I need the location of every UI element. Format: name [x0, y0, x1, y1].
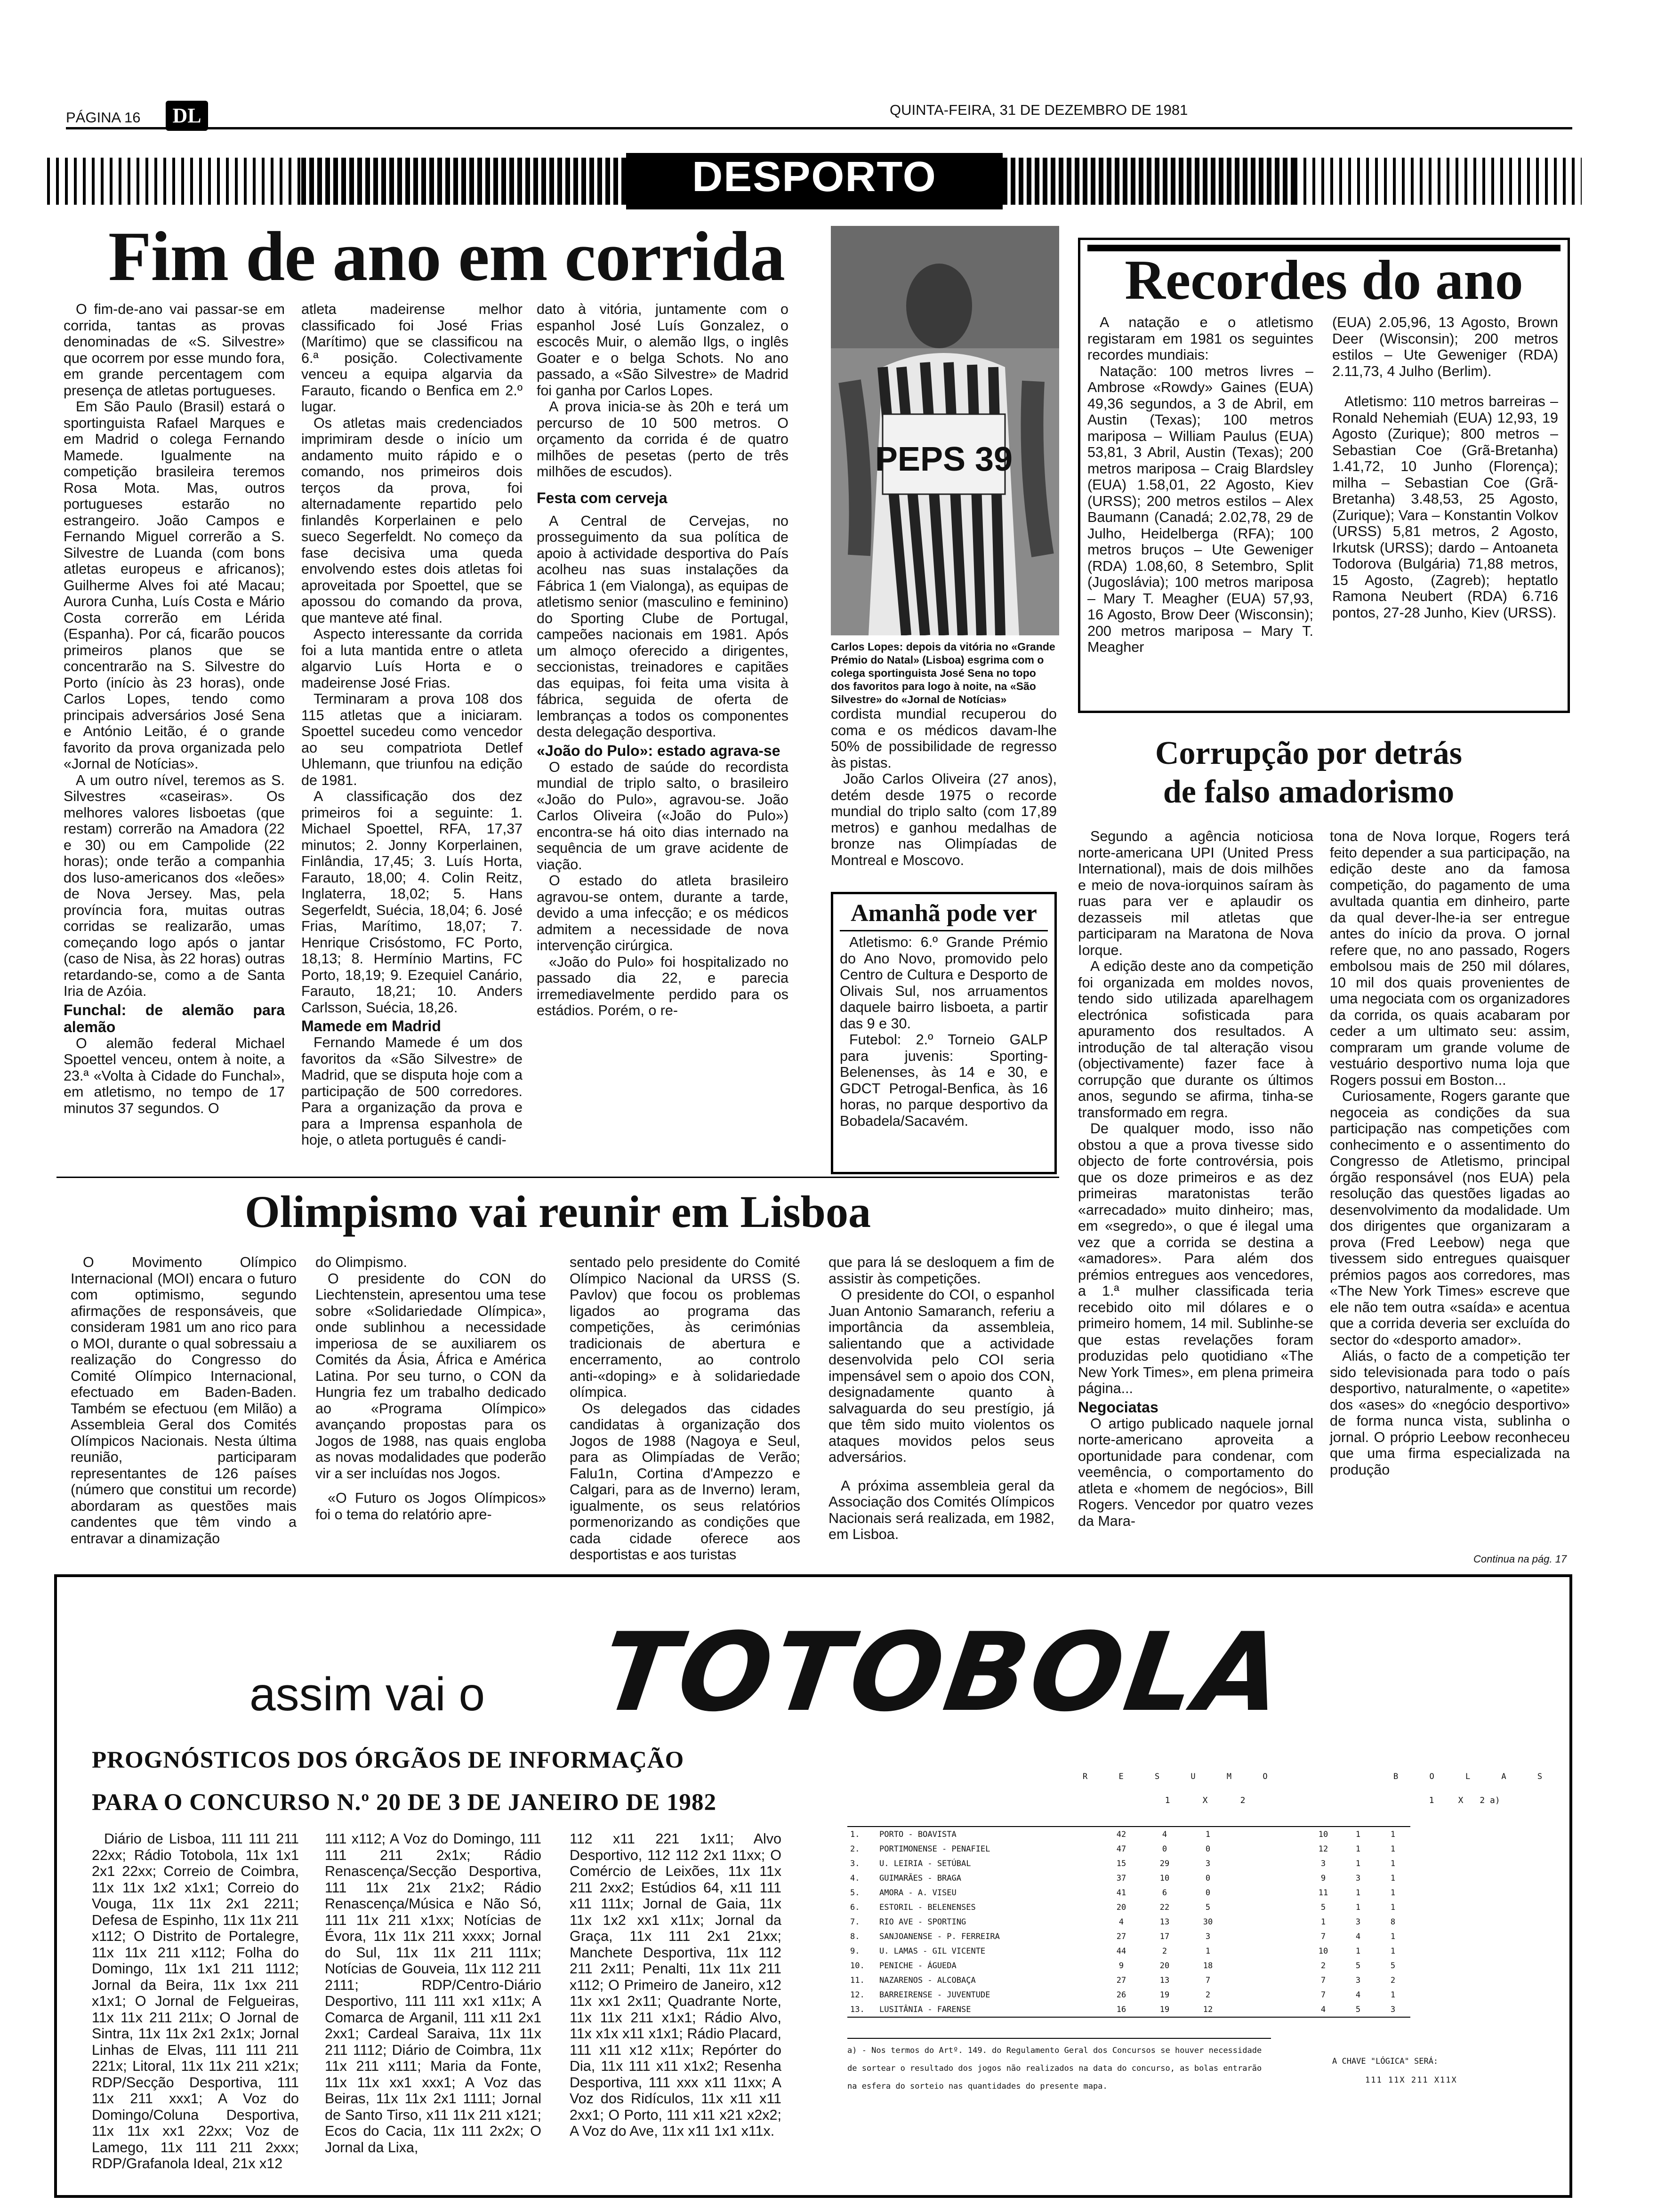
paragraph: que para lá se desloquem a fim de assistir às competições.: [828, 1254, 1054, 1287]
article-column-1: [64, 301, 285, 1116]
resumo-2: 1: [1205, 1829, 1211, 1839]
bolas-x: 4: [1355, 1931, 1361, 1941]
amanha-title: Amanhã pode ver: [840, 900, 1048, 931]
corrupcao-column-1: [1078, 828, 1313, 1529]
paragraph: Aliás, o facto de a competição ter sido televisionada para todo o país desportivo, naturalmente, o «apetite» dos «ases» do «negócio desportivo» de forma nunca vista, sublinha o jornal. O próprio Leebow reconheceu que uma firma especializada na produção: [1330, 1348, 1570, 1478]
recordes-column-1: [1087, 314, 1313, 656]
newspaper-logo: [166, 101, 208, 131]
spacer: [1230, 1885, 1306, 1900]
subheading: Negociatas: [1078, 1398, 1158, 1416]
section-banner: [626, 153, 1003, 209]
bolas-1: 4: [1320, 2004, 1326, 2014]
game-number: 6.: [850, 1902, 860, 1912]
bolas-2: 1: [1390, 1873, 1396, 1883]
resumo-1: 15: [1116, 1859, 1126, 1868]
game-number: 1.: [850, 1829, 860, 1839]
paragraph: Aspecto interessante da corrida foi a luta mantida entre o atleta algarvio Luís Horta e o madeirense José Frias.: [301, 626, 523, 691]
paragraph: 111 x112; A Voz do Domingo, 111 111 211 2x1x; Rádio Renascença/Secção Desportiva, 111 11x 21x 21x2; Rádio Renascença/Música e Não Só, 111 11x 211 x1xx; Notícias de Évora, 11x 11x 211 xxxx; Jornal do Sul, 11x 11x 211 111x; Notícias de Gouveia, 11x 112 211 2111; RDP/Centro-Diário Desportivo, 111 111 xx1 x11x; A Comarca de Arganil, 111 x11 2x1 2xx1; Cardeal Saraiva, 11x 11x 211 1112; Diário de Coimbra, 11x 11x 211 x111; Maria da Fonte, 11x 11x xx1 xxx1; A Voz das Beiras, 11x 11x 2x1 1111; Jornal de Santo Tirso, x11 11x 211 x121; Ecos do Cacia, 11x 111 2x2x; O Jornal da Lixa,: [325, 1831, 541, 2156]
paragraph: De qualquer modo, isso não obstou a que a prova tivesse sido objecto de forte controvérsia, pois que os doze primeiros e as dez primeiras maratonistas terão «arrecadado» muito dinheiro; mas, em «segredo», o que é ilegal uma vez que a corrida se destina a «amadores». Para além dos prémios entregues aos vencedores, a 1.ª mulher classificada teria recebido oito mil dólares e o primeiro homem, 14 mil. Sublinhe-se que estas revelações foram produzidas pelo quotidiano «The New York Times», em plena primeira página...: [1078, 1121, 1313, 1396]
resumo-1: 20: [1116, 1902, 1126, 1912]
col-header: X: [1458, 1795, 1464, 1805]
resumo-1: 44: [1116, 1946, 1126, 1956]
resumo-label: R E S U M O: [1083, 1772, 1281, 1781]
chave-value: 111 11X 211 X11X: [1365, 2076, 1457, 2085]
olimpismo-headline: Olimpismo vai reunir em Lisboa: [245, 1186, 871, 1237]
game-match: PORTO - BOAVISTA: [879, 1829, 957, 1839]
bolas-1: 10: [1318, 1946, 1328, 1956]
amanha-text-2: Futebol: 2.º Torneio GALP para juvenis: Sporting-Belenenses, às 14 e 30, e GDCT Petrogal-Benfica, às 16 horas, no parque desportivo da Bobadela/Sacavém.: [840, 1032, 1048, 1129]
resumo-x: 19: [1159, 1990, 1170, 2000]
bolas-1: 10: [1318, 1829, 1328, 1839]
bolas-2: 8: [1390, 1917, 1396, 1927]
olimpismo-column-2: [315, 1254, 546, 1523]
athlete-photo: [831, 226, 1059, 635]
bolas-x: 3: [1355, 1975, 1361, 1985]
col-header: 1: [1429, 1795, 1434, 1805]
bolas-x: 1: [1355, 1844, 1361, 1854]
corrupcao-headline: Corrupção por detrás de falso amadorismo: [1155, 735, 1462, 810]
bolas-x: 1: [1355, 1829, 1361, 1839]
resumo-2: 0: [1205, 1844, 1211, 1854]
recordes-column-2: [1332, 314, 1558, 621]
paragraph: sentado pelo presidente do Comité Olímpico Nacional da URSS (S. Pavlov) que focou os problemas ligados ao programa das competições, às cerimónias tradicionais de abertura e encerramento, ao controlo anti-«doping» e à solidariedade olímpica.: [570, 1254, 800, 1400]
resumo-x: 4: [1162, 1829, 1167, 1839]
game-number: 5.: [850, 1888, 860, 1898]
bolas-1: 9: [1320, 1873, 1326, 1883]
corrupcao-column-2: [1330, 828, 1570, 1478]
paragraph: O fim-de-ano vai passar-se em corrida, tantas as provas denominadas de «S. Silvestre» que ocorrem por esse mundo fora, em grande percentagem com presença de atletas portugueses.: [64, 301, 285, 399]
game-number: 3.: [850, 1859, 860, 1868]
paragraph: Curiosamente, Rogers garante que negoceia as condições da sua participação nas competições com conhecimento e o assentimento do Congresso de Atletismo, principal órgão responsável (nos EUA) pela resolução das questões ligadas ao desenvolvimento da modalidade. Um dos dirigentes que organizaram a prova (Fred Leebow) nega que tivessem sido entregues quaisquer prémios pagos aos corredores, mas «The New York Times» escreve que ele não tem outra «saída» e acentua que a corrida deveria ser excluída do sector do «desporto amador».: [1330, 1088, 1570, 1348]
bolas-1: 5: [1320, 1902, 1326, 1912]
paragraph: A classificação dos dez primeiros foi a seguinte: 1. Michael Spoettel, RFA, 17,37 minutos; 2. Jonny Korperlainen, Finlândia, 17,45; 3. Luís Horta, Farauto, 18,00; 4. Colin Reitz, Inglaterra, 18,02; 5. Hans Segerfeldt, Suécia, 18,04; 6. José Frias, Marítimo, 18,07; 7. Henrique Crisóstomo, FC Porto, 18,13; 8. Hermínio Martins, FC Porto, 18,19; 9. Ezequiel Canário, Farauto, 18,21; 10. Anders Carlsson, Suécia, 18,26.: [301, 788, 523, 1016]
section-banner-hatch-right: [1295, 158, 1582, 205]
game-number: 9.: [850, 1946, 860, 1956]
paragraph: (EUA) 2.05,96, 13 Agosto, Brown Deer (Wisconsin); 200 metros estilos – Ute Geweniger (RDA) 2.11,73, 4 Julho (Berlim).: [1332, 314, 1558, 379]
game-match: RIO AVE - SPORTING: [879, 1917, 966, 1927]
paragraph: Natação: 100 metros livres – Ambrose «Rowdy» Gaines (EUA) 49,36 segundos, a 3 de Abril, em Austin (Texas); 100 metros mariposa – William Paulus (EUA) 53,81, 3 Abril, Austin (Texas); 200 metros mariposa – Craig Blardsley (EUA) 1.58,01, 22 Agosto, Kiev (URSS); 200 metros estilos – Alex Baumann (Canadá; 2.02,78, 29 de Julho, Heidelberga (RFA); 100 metros bruços – Ute Geweniger (RDA) 1.08,60, 8 Setembro, Split (Jugoslávia); 100 metros mariposa – Mary T. Meagher (EUA) 57,93, 16 Agosto, Brow Deer (Wisconsin); 200 metros mariposa – Mary T. Meagher: [1087, 363, 1313, 655]
totobola-footnote: a) - Nos termos do Artº. 149. do Regulamento Geral dos Concursos se houver necessidade de sortear o resultado dos jogos não realizados na data do concurso, as bolas entrarão na esfera do sorteio nas quantidades do presente mapa.: [847, 2038, 1271, 2095]
article-column-4: [831, 706, 1057, 868]
resumo-2: 18: [1203, 1961, 1213, 1971]
table-row: [847, 1915, 1410, 1929]
bolas-x: 4: [1355, 1990, 1361, 2000]
game-match: LUSITÂNIA - FARENSE: [879, 2004, 971, 2014]
game-match: SANJOANENSE - P. FERREIRA: [879, 1931, 1000, 1941]
resumo-2: 3: [1205, 1931, 1211, 1941]
resumo-1: 37: [1116, 1873, 1126, 1883]
game-match: GUIMARÃES - BRAGA: [879, 1873, 961, 1883]
bolas-col-headers: [1417, 1795, 1504, 1805]
table-row: [847, 1842, 1410, 1856]
paragraph: «O Futuro os Jogos Olímpicos» foi o tema do relatório apre-: [315, 1490, 546, 1523]
spacer: [1230, 1842, 1306, 1856]
paragraph: do Olimpismo.: [315, 1254, 407, 1270]
resumo-1: 16: [1116, 2004, 1126, 2014]
col-header: 1: [1165, 1795, 1170, 1805]
bolas-label: B O L A S: [1393, 1772, 1556, 1781]
spacer: [1080, 1885, 1100, 1900]
resumo-x: 17: [1159, 1931, 1170, 1941]
paragraph: dato à vitória, juntamente com o espanhol José Luís Gonzalez, o escocês Muir, o alemão Ilgs, o inglês Goater e o belga Schots. No ano passado, a «São Silvestre» de Madrid foi ganha por Carlos Lopes.: [537, 301, 788, 399]
bolas-2: 1: [1390, 1946, 1396, 1956]
paragraph: O estado de saúde do recordista mundial de triplo salto, o brasileiro «João do Pulo», agravou-se. João Carlos Oliveira («João do Pulo») encontra-se há oito dias internado na sequência de um grave acidente de viação.: [537, 759, 788, 873]
totobola-text-1: [92, 1831, 299, 2172]
resumo-1: 4: [1118, 1917, 1124, 1927]
spacer: [1080, 1900, 1100, 1915]
table-row: [847, 1885, 1410, 1900]
paragraph: cordista mundial recuperou do coma e os médicos davam-lhe 50% de possibilidade de regresso às pistas.: [831, 706, 1057, 771]
olimpismo-column-1: [71, 1254, 297, 1547]
resumo-2: 0: [1205, 1873, 1211, 1883]
resumo-x: 22: [1159, 1902, 1170, 1912]
amanha-box: [831, 892, 1057, 1174]
game-match: U. LAMAS - GIL VICENTE: [879, 1946, 986, 1956]
spacer: [1080, 1988, 1100, 2002]
spacer: [1230, 1944, 1306, 1958]
game-number: 2.: [850, 1844, 860, 1854]
game-match: AMORA - A. VISEU: [879, 1888, 957, 1898]
game-match: PORTIMONENSE - PENAFIEL: [879, 1844, 990, 1854]
paragraph: «João do Pulo» foi hospitalizado no passado dia 22, e parecia irremediavelmente perdido para os estádios. Porém, o re-: [537, 954, 788, 1018]
bolas-x: 3: [1355, 1873, 1361, 1883]
article-column-3: [537, 301, 788, 1019]
spacer: [1230, 1915, 1306, 1929]
spacer: [1230, 2002, 1306, 2017]
bolas-2: 1: [1390, 1859, 1396, 1868]
article-column-2: [301, 301, 523, 1148]
section-banner-hatch-dark-right: [1003, 158, 1295, 205]
spacer: [1230, 1929, 1306, 1944]
resumo-2: 0: [1205, 1888, 1211, 1898]
bolas-1: 3: [1320, 1859, 1326, 1868]
resumo-2: 2: [1205, 1990, 1211, 2000]
spacer: [1080, 1973, 1100, 1988]
totobola-heading-1: PROGNÓSTICOS DOS ÓRGÃOS DE INFORMAÇÃO: [92, 1747, 684, 1773]
game-number: 12.: [850, 1990, 865, 2000]
bolas-1: 12: [1318, 1844, 1328, 1854]
resumo-x: 6: [1162, 1888, 1167, 1898]
bolas-x: 1: [1355, 1859, 1361, 1868]
resumo-x: 20: [1159, 1961, 1170, 1971]
paragraph: A prova inicia-se às 20h e terá um percurso de 10 500 metros. O orçamento da corrida é de quatro milhões de pesetas (perto de três milhões de escudos).: [537, 399, 788, 480]
paragraph: A natação e o atletismo registaram em 1981 os seguintes recordes mundiais:: [1087, 314, 1313, 363]
bolas-1: 7: [1320, 1975, 1326, 1985]
game-number: 13.: [850, 2004, 865, 2014]
bolas-2: 1: [1390, 1931, 1396, 1941]
totobola-text-2: [325, 1831, 541, 2156]
paragraph: Segundo a agência noticiosa norte-americana UPI (United Press International), mais de dois milhões e meio de nova-iorquinos saíram às ruas para ver e aplaudir os dezasseis mil atletas que participaram na Maratona de Nova Iorque.: [1078, 828, 1313, 958]
spacer: [1080, 1842, 1100, 1856]
bolas-x: 1: [1355, 1902, 1361, 1912]
continua-note: Continua na pág. 17: [1473, 1553, 1567, 1565]
bolas-1: 11: [1318, 1888, 1328, 1898]
paragraph: O alemão federal Michael Spoettel venceu, ontem à noite, a 23.ª «Volta à Cidade do Funchal», em atletismo, no tempo de 17 minutos 37 segundos. O: [64, 1035, 285, 1116]
olimpismo-top-rule: [56, 1177, 1059, 1178]
bolas-2: 1: [1390, 1902, 1396, 1912]
spacer: [1230, 1871, 1306, 1885]
resumo-2: 30: [1203, 1917, 1213, 1927]
totobola-text-3: [570, 1831, 781, 2140]
game-number: 7.: [850, 1917, 860, 1927]
paragraph: O Movimento Olímpico Internacional (MOI) encara o futuro com optimismo, segundo afirmações de responsáveis, que consideram 1981 um ano rico para o MOI, durante o qual sobressaiu a realização do Congresso do Comité Olímpico Internacional, efectuado em Baden-Baden. Também se efectuou (em Milão) a Assembleia Geral dos Comités Olímpicos Nacionais. Nesta última reunião, participaram representantes de 126 países (número que constitui um recorde) abordaram as questões mais candentes que têm vindo a entravar a dinamização: [71, 1254, 297, 1547]
paragraph: Os delegados das cidades candidatas à organização dos Jogos de 1988 (Nagoya e Seul, para as Olimpíadas de Verão; Falu1n, Cortina d'Ampezzo e Calgari, para as de Inverno) leram, igualmente, os seus relatórios pormenorizando as condições que cada cidade oferece aos desportistas e aos turistas: [570, 1400, 800, 1563]
bib-number: PEPS 39: [875, 441, 1013, 478]
amanha-text-1: Atletismo: 6.º Grande Prémio do Ano Novo, promovido pelo Centro de Cultura e Desporto de Olivais Sul, nos arruamentos daquele bairro lisboeta, a partir das 9 e 30.: [840, 934, 1048, 1032]
table-row: [847, 1827, 1410, 1842]
table-row: [847, 1958, 1410, 1973]
resumo-2: 12: [1203, 2004, 1213, 2014]
recordes-title: Recordes do ano: [1125, 248, 1523, 311]
table-row: [847, 1929, 1410, 1944]
olimpismo-column-4: [828, 1254, 1054, 1543]
resumo-1: 47: [1116, 1844, 1126, 1854]
table-row: [847, 1871, 1410, 1885]
totobola-heading-2: PARA O CONCURSO N.º 20 DE 3 DE JANEIRO DE 1982: [92, 1789, 717, 1816]
resumo-x: 13: [1159, 1917, 1170, 1927]
col-header: 2: [1240, 1795, 1246, 1805]
bolas-x: 5: [1355, 2004, 1361, 2014]
game-match: PENICHE - ÁGUEDA: [879, 1961, 957, 1971]
table-row: [847, 2002, 1410, 2017]
page-number: PÁGINA 16: [66, 109, 141, 126]
resumo-2: 7: [1205, 1975, 1211, 1985]
resumo-x: 0: [1162, 1844, 1167, 1854]
resumo-1: 42: [1116, 1829, 1126, 1839]
paragraph: O presidente do COI, o espanhol Juan Antonio Samaranch, referiu a importância da assembleia, salientando que a actividade desenvolvida pelo COI seria impensável sem o apoio dos CON, designadamente quanto à salvaguarda do seu prestígio, já que têm sido muito violentos os ataques movidos pelos seus adversários.: [828, 1287, 1054, 1465]
table-row: [847, 1944, 1410, 1958]
spacer: [1230, 1827, 1306, 1842]
table-row: [847, 1988, 1410, 2002]
paragraph: 112 x11 221 1x11; Alvo Desportivo, 112 112 2x1 11xx; O Comércio de Leixões, 11x 11x 211 2xx2; Estúdios 64, x11 111 x11 111x; Jornal de Gaia, 11x 11x 1x2 xx1 x11x; Jornal da Graça, 11x 111 2x1 21xx; Manchete Desportiva, 11x 112 211 2x11; Penalti, 11x 11x 211 x112; O Primeiro de Janeiro, x12 11x xx1 2x11; Quadrante Norte, 11x 11x 211 x1x1; Rádio Alvo, 11x x1x x11 x1x1; Rádio Placard, 111 x11 x12 x11x; Repórter do Dia, 11x 111 x11 x1x2; Resenha Desportiva, 111 xxx x11 11xx; A Voz dos Ridículos, 11x x11 x11 2xx1; O Porto, 111 x11 x21 x2x2; A Voz do Ave, 11x x11 1x1 x11x.: [570, 1831, 781, 2139]
spacer: [1230, 1958, 1306, 1973]
spacer: [1230, 1900, 1306, 1915]
resumo-x: 10: [1159, 1873, 1170, 1883]
bolas-2: 1: [1390, 1829, 1396, 1839]
resumo-1: 27: [1116, 1931, 1126, 1941]
spacer: [1080, 1871, 1100, 1885]
bolas-2: 1: [1390, 1844, 1396, 1854]
results-table-wrap: [847, 1826, 1410, 2018]
resumo-x: 29: [1159, 1859, 1170, 1868]
bolas-2: 5: [1390, 1961, 1396, 1971]
paragraph: Fernando Mamede é um dos favoritos da «São Silvestre» de Madrid, que se disputa hoje com a participação de 500 corredores. Para a organização da prova e para a Imprensa espanhola de hoje, o atleta português é candi-: [301, 1034, 523, 1148]
subheading: «João do Pulo»: estado agrava-se: [537, 742, 780, 759]
bolas-2: 1: [1390, 1990, 1396, 2000]
resumo-1: 27: [1116, 1975, 1126, 1985]
section-title: DESPORTO: [692, 153, 937, 200]
photo-caption: Carlos Lopes: depois da vitória no «Grande Prémio do Natal» (Lisboa) esgrima com o colega sportinguista José Sena no topo dos favoritos para logo à noite, na «São Silvestre» do «Jornal de Notícias»: [831, 641, 1055, 705]
spacer: [1080, 1856, 1100, 1871]
runner-illustration: [831, 226, 1059, 635]
paragraph: tona de Nova Iorque, Rogers terá feito depender a sua participação, na edição deste ano da famosa competição, do pagamento de uma avultada quantia em dinheiro, parte da qual dever-lhe-ia ser entregue antes do início da prova. O jornal refere que, no ano passado, Rogers embolsou mais de 250 mil dólares, 10 mil dos quais provenientes de uma negociata com os organizadores da corrida, os quais acabaram por ceder a um ultimato seu: assim, compraram um grande volume de vestuário desportivo numa loja que Rogers possui em Boston...: [1330, 828, 1570, 1088]
bolas-x: 1: [1355, 1946, 1361, 1956]
subheading: Festa com cerveja: [537, 489, 668, 506]
results-table: [847, 1826, 1410, 2018]
section-banner-hatch-dark-left: [301, 158, 626, 205]
paragraph: O artigo publicado naquele jornal norte-americano aproveita a oportunidade para condenar, com veemência, o comportamento do atleta e «homem de negócios», Bill Rogers. Vencedor por quatro vezes da Mara-: [1078, 1415, 1313, 1529]
spacer: [1230, 1973, 1306, 1988]
col-header: X: [1202, 1795, 1208, 1805]
paragraph: João Carlos Oliveira (27 anos), detém desde 1975 o recorde mundial do triplo salto (com 17,89 metros) e ganhou medalhas de bronze nas Olimpíadas de Montreal e Moscovo.: [831, 771, 1057, 868]
table-row: [847, 1973, 1410, 1988]
resumo-1: 26: [1116, 1990, 1126, 2000]
totobola-brand: TOTOBOLA: [594, 1610, 1294, 1736]
game-number: 4.: [850, 1873, 860, 1883]
resumo-x: 2: [1162, 1946, 1167, 1956]
paragraph: Atletismo: 110 metros barreiras – Ronald Nehemiah (EUA) 12,93, 19 Agosto (Zurique); 800 metros – Sebastian Coe (Grã-Bretanha) 1.41,72, 10 Junho (Florença); milha – Sebastian Coe (Grã-Bretanha) 3.48,53, 25 Agosto, (Zurique); Vara – Konstantin Volkov (URSS) 5,81 metros, 2 Agosto, Irkutsk (URSS); dardo – Antoaneta Todorova (Bulgária) 71,88 metros, 15 Agosto, (Zagreb); heptatlo Ramona Neubert (RDA) 6.716 pontos, 27-28 Junho, Kiev (URSS).: [1332, 393, 1558, 621]
bolas-1: 2: [1320, 1961, 1326, 1971]
paragraph: atleta madeirense melhor classificado foi José Frias (Marítimo) que se classificou na 6.ª posição. Colectivamente venceu a equipa algarvia da Farauto, ficando o Benfica em 2.º lugar.: [301, 301, 523, 415]
resumo-2: 1: [1205, 1946, 1211, 1956]
resumo-2: 3: [1205, 1859, 1211, 1868]
bolas-2: 2: [1390, 1975, 1396, 1985]
game-number: 11.: [850, 1975, 865, 1985]
paragraph: O estado do atleta brasileiro agravou-se ontem, durante a tarde, devido a uma infecção; e os médicos admitem a necessidade de nova intervenção cirúrgica.: [537, 873, 788, 954]
game-match: U. LEIRIA - SETÚBAL: [879, 1859, 971, 1868]
page-date: QUINTA-FEIRA, 31 DE DEZEMBRO DE 1981: [890, 102, 1188, 118]
header-rule: [66, 127, 1572, 129]
bolas-x: 3: [1355, 1917, 1361, 1927]
subheading: Mamede em Madrid: [301, 1018, 441, 1034]
paragraph: Diário de Lisboa, 111 111 211 22xx; Rádio Totobola, 11x 1x1 2x1 22xx; Correio de Coimbra, 11x 11x 1x2 x1x1; Correio do Vouga, 11x 11x 2x1 2211; Defesa de Espinho, 11x 11x 211 x112; O Distrito de Portalegre, 11x 11x 211 x112; Folha do Domingo, 11x 1x1 211 1112; Jornal da Beira, 11x 1xx 211 x1x1; O Jornal de Felgueiras, 11x 11x 211 211x; O Jornal de Sintra, 11x 11x 2x1 2x1x; Jornal Linhas de Elvas, 111 111 211 221x; Litoral, 11x 11x 211 x21x; RDP/Secção Desportiva, 111 11x 211 xxx1; A Voz do Domingo/Coluna Desportiva, 11x 11x xx1 22xx; Voz de Lamego, 11x 111 211 2xxx; RDP/Grafanola Ideal, 21x x12: [92, 1831, 299, 2172]
totobola-prefix: assim vai o: [249, 1668, 485, 1721]
chave-label: A CHAVE "LÓGICA" SERÁ:: [1332, 2057, 1439, 2066]
table-row: [847, 1900, 1410, 1915]
game-number: 10.: [850, 1961, 865, 1971]
spacer: [1080, 1929, 1100, 1944]
subheading: Funchal: de alemão para alemão: [64, 1001, 285, 1035]
paragraph: A edição deste ano da competição foi organizada em moldes novos, tendo sido utilizada aparelhagem electrónica sofisticada para apuramento dos resultados. A introdução de tal alteração visou (objectivamente) fazer face à corrupção que durante os últimos anos, segundo se afirma, tinha-se transformado em regra.: [1078, 958, 1313, 1121]
resumo-1: 9: [1118, 1961, 1124, 1971]
logo-text: DL: [172, 104, 201, 127]
paragraph: A um outro nível, teremos as S. Silvestres «caseiras». Os melhores valores lisboetas (que restam) correrão na Amadora (22 e 30) ou em Campolide (22 horas); onde terão a companhia dos luso-americanos dos «leões» de Nova Jersey. Mas, pela província fora, muitas outras corridas se realizarão, umas começando logo após o jantar (caso de Nisa, às 22 horas) outras retardando-se, como a de Santa Iria de Azóia.: [64, 772, 285, 999]
paragraph: Os atletas mais credenciados imprimiram desde o início um andamento muito rápido e o comando, nos primeiros dois terços da prova, foi alternadamente repartido pelo finlandês Korperlainen e pelo sueco Segerfeldt. No começo da fase decisiva uma queda envolvendo estes dois atletas foi aproveitada por Spoettel, que se apossou do comando da prova, que manteve até final.: [301, 415, 523, 626]
spacer: [1080, 1944, 1100, 1958]
paragraph: O presidente do CON do Liechtenstein, apresentou uma tese sobre «Solidariedade Olímpica», onde sublinhou a necessidade imperiosa de se auxiliarem os Comités da Ásia, África e América Latina. Por seu turno, o CON da Hungria fez um trabalho dedicado ao «Programa Olímpico» avançando propostas para os Jogos de 1988, nas quais engloba as novas modalidades que poderão vir a ser incluídas nos Jogos.: [315, 1270, 546, 1482]
game-match: BARREIRENSE - JUVENTUDE: [879, 1990, 990, 2000]
spacer: [1080, 1915, 1100, 1929]
game-match: ESTORIL - BELENENSES: [879, 1902, 976, 1912]
resumo-x: 19: [1159, 2004, 1170, 2014]
spacer: [1230, 1856, 1306, 1871]
paragraph: A Central de Cervejas, no prosseguimento da sua política de apoio à actividade desportiva do País acolheu nas suas instalações da Fábrica 1 (em Vialonga), as equipas de atletismo senior (masculino e feminino) do Sporting Clube de Portugal, campeões nacionais em 1981. Após um almoço oferecido a dirigentes, seccionistas, treinadores e capitães das equipas, foi feita uma visita à fábrica, seguida de oferta de lembranças a todos os componentes desta delegação desportiva.: [537, 513, 788, 740]
spacer: [1080, 2002, 1100, 2017]
spacer: [1080, 1958, 1100, 1973]
resumo-col-headers: [1149, 1795, 1262, 1805]
spacer: [1230, 1988, 1306, 2002]
bolas-2: 3: [1390, 2004, 1396, 2014]
spacer: [1080, 1827, 1100, 1842]
bolas-1: 7: [1320, 1931, 1326, 1941]
paragraph: Em São Paulo (Brasil) estará o sportinguista Rafael Marques e em Madrid o colega Fernando Mamede. Igualmente na competição brasileira teremos Rosa Mota. Mas, outros portugueses estarão no estrangeiro. João Campos e Fernando Miguel correrão a S. Silvestre de Luanda (com bons atletas europeus e africanos); Guilherme Alves foi até Macau; Aurora Cunha, Luís Costa e Mário Costa correrão em Lérida (Espanha). Por cá, ficarão poucos primeiros planos que se concentrarão na S. Silvestre do Porto (início às 23 horas), onde Carlos Lopes, tendo como principais adversários José Sena e António Leitão, é o grande favorito da prova organizada pelo «Jornal de Notícias».: [64, 399, 285, 772]
olimpismo-column-3: [570, 1254, 800, 1563]
col-header: 2 a): [1480, 1795, 1500, 1805]
resumo-2: 5: [1205, 1902, 1211, 1912]
game-number: 8.: [850, 1931, 860, 1941]
paragraph: A próxima assembleia geral da Associação dos Comités Olímpicos Nacionais será realizada, em 1982, em Lisboa.: [828, 1477, 1054, 1542]
resumo-1: 41: [1116, 1888, 1126, 1898]
table-row: [847, 1856, 1410, 1871]
bolas-x: 1: [1355, 1888, 1361, 1898]
paragraph: Terminaram a prova 108 dos 115 atletas que a iniciaram. Spoettel sucedeu como vencedor ao seu compatriota Detlef Uhlemann, que triunfou na edição de 1981.: [301, 691, 523, 788]
bolas-2: 1: [1390, 1888, 1396, 1898]
game-match: NAZARENOS - ALCOBAÇA: [879, 1975, 976, 1985]
bolas-1: 7: [1320, 1990, 1326, 2000]
article-headline: Fim de ano em corrida: [108, 217, 785, 296]
bolas-x: 5: [1355, 1961, 1361, 1971]
bolas-1: 1: [1320, 1917, 1326, 1927]
resumo-x: 13: [1159, 1975, 1170, 1985]
